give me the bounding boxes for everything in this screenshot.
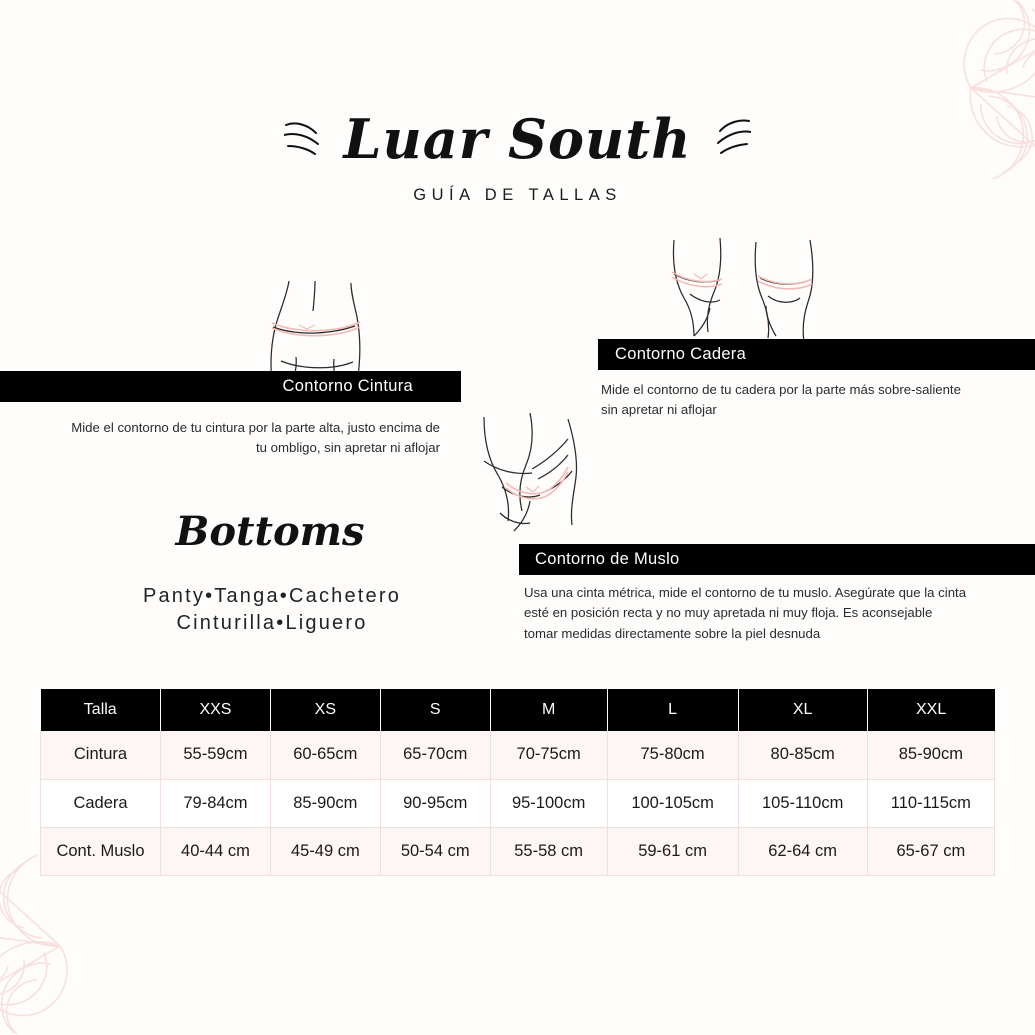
description-hip: Mide el contorno de tu cadera por la parte más sobre-saliente sin apretar ni aflojar: [601, 382, 961, 418]
label-bar-hip: [598, 339, 1035, 370]
bottoms-title: Bottoms: [175, 508, 365, 555]
description-thigh: Usa una cinta métrica, mide el contorno de tu muslo. Asegúrate que la cinta esté en posición recta y no muy apretada ni muy floja. Es aconsejable tomar medidas directamente sobre la piel desnuda: [524, 585, 967, 641]
table-cell: 60-65cm: [270, 731, 380, 779]
table-cell: 65-67 cm: [867, 827, 994, 875]
table-cell: 79-84cm: [161, 779, 271, 827]
thigh-measure-illustration: [472, 413, 632, 553]
table-cell: 85-90cm: [270, 779, 380, 827]
flower-bottom-left-icon: [0, 850, 240, 1035]
swash-right-icon: [707, 115, 751, 155]
table-cell: 95-100cm: [490, 779, 607, 827]
table-header-cell: Talla: [41, 689, 161, 731]
table-cell: 45-49 cm: [270, 827, 380, 875]
table-cell: 90-95cm: [380, 779, 490, 827]
swash-left-icon: [284, 115, 328, 155]
brand-subtitle: GUÍA DE TALLAS: [413, 186, 622, 204]
row-label: Cont. Muslo: [41, 827, 161, 875]
label-bar-waist-text: Contorno Cintura: [282, 377, 413, 395]
table-cell: 100-105cm: [607, 779, 738, 827]
brand-block: [0, 107, 1035, 205]
table-row: [41, 779, 995, 827]
table-cell: 85-90cm: [867, 731, 994, 779]
table-cell: 50-54 cm: [380, 827, 490, 875]
table-cell: 80-85cm: [738, 731, 867, 779]
brand-name-text: Luar South: [343, 107, 692, 171]
table-header-cell: M: [490, 689, 607, 731]
brand-name: [298, 107, 738, 171]
row-label: Cintura: [41, 731, 161, 779]
table-header-cell: XXS: [161, 689, 271, 731]
table-cell: 110-115cm: [867, 779, 994, 827]
table-cell: 40-44 cm: [161, 827, 271, 875]
table-cell: 65-70cm: [380, 731, 490, 779]
table-row: [41, 731, 995, 779]
table-cell: 105-110cm: [738, 779, 867, 827]
table-header-cell: S: [380, 689, 490, 731]
row-label: Cadera: [41, 779, 161, 827]
table-cell: 75-80cm: [607, 731, 738, 779]
table-cell: 70-75cm: [490, 731, 607, 779]
size-table: [40, 689, 995, 876]
description-waist: Mide el contorno de tu cintura por la parte alta, justo encima de tu ombligo, sin apretar ni aflojar: [71, 420, 440, 456]
table-header-cell: XS: [270, 689, 380, 731]
table-header-cell: L: [607, 689, 738, 731]
table-header-cell: XXL: [867, 689, 994, 731]
table-header-row: [41, 689, 995, 731]
label-bar-thigh: [519, 544, 1035, 575]
table-cell: 55-58 cm: [490, 827, 607, 875]
label-bar-waist: [0, 371, 461, 402]
label-bar-hip-text: Contorno Cadera: [615, 345, 747, 363]
table-cell: 55-59cm: [161, 731, 271, 779]
table-cell: 62-64 cm: [738, 827, 867, 875]
bottoms-categories-line-2: Cinturilla•Liguero: [176, 612, 368, 634]
label-bar-thigh-text: Contorno de Muslo: [535, 550, 680, 568]
table-cell: 59-61 cm: [607, 827, 738, 875]
bottoms-categories-line-1: Panty•Tanga•Cachetero: [142, 585, 402, 607]
table-header-cell: XL: [738, 689, 867, 731]
table-row: [41, 827, 995, 875]
